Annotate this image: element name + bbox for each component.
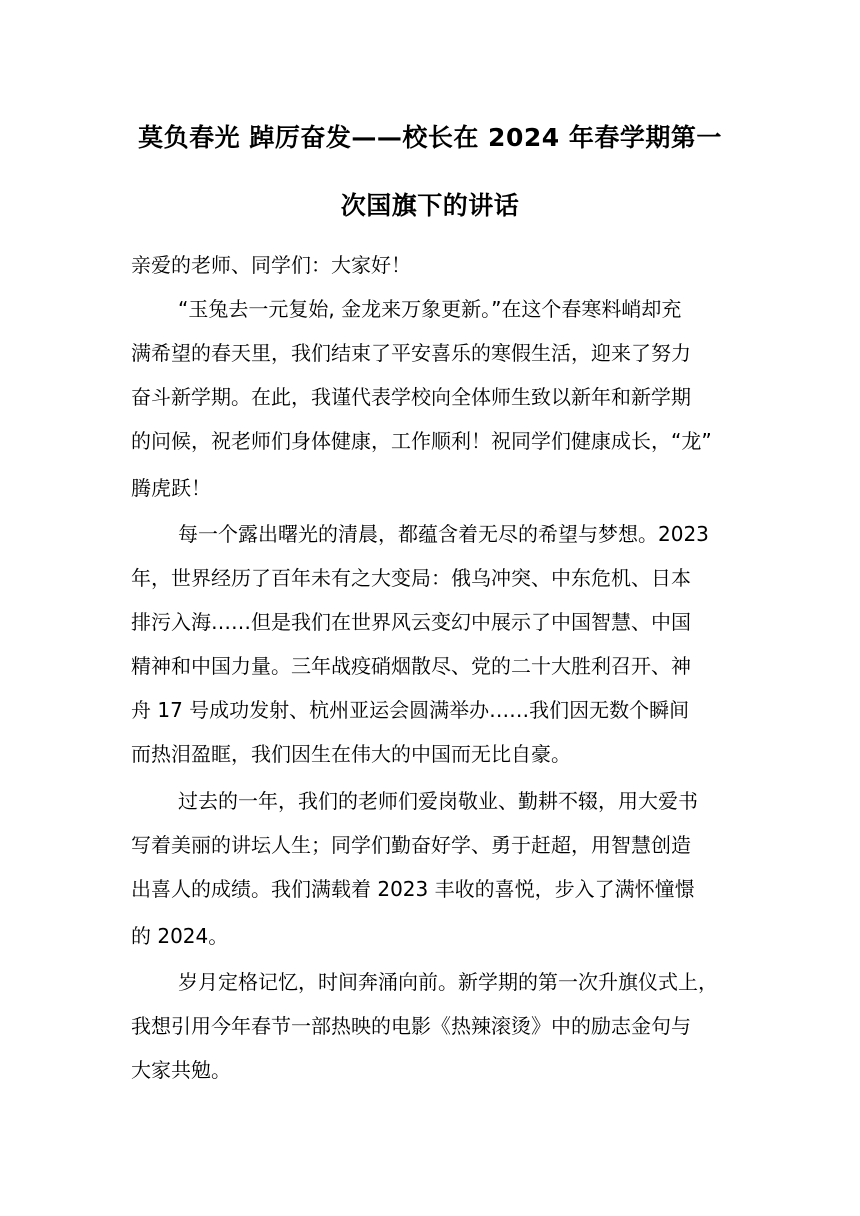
paragraph-3-line-2: 写着美丽的讲坛人生；同学们勤奋好学、勇于赶超，用智慧创造 xyxy=(131,833,691,857)
title-line-2: 次国旗下的讲话 xyxy=(340,191,520,220)
paragraph-2-line-3: 排污入海……但是我们在世界风云变幻中展示了中国智慧、中国 xyxy=(131,610,691,634)
paragraph-1-line-2: 满希望的春天里，我们结束了平安喜乐的寒假生活，迎来了努力 xyxy=(131,341,691,365)
paragraph-1-line-5: 腾虎跃！ xyxy=(131,476,211,500)
paragraph-1-line-3: 奋斗新学期。在此，我谨代表学校向全体师生致以新年和新学期 xyxy=(131,385,691,409)
paragraph-4-line-2: 我想引用今年春节一部热映的电影《热辣滚烫》中的励志金句与 xyxy=(131,1014,691,1038)
greeting-line: 亲爱的老师、同学们：大家好！ xyxy=(131,253,411,277)
paragraph-2-line-4: 精神和中国力量。三年战疫硝烟散尽、党的二十大胜利召开、神 xyxy=(131,654,691,678)
paragraph-3-line-4: 的 2024。 xyxy=(131,924,229,948)
paragraph-2-line-2: 年，世界经历了百年未有之大变局：俄乌冲突、中东危机、日本 xyxy=(131,566,691,590)
paragraph-4-line-3: 大家共勉。 xyxy=(131,1058,231,1082)
paragraph-3-line-3: 出喜人的成绩。我们满载着 2023 丰收的喜悦，步入了满怀憧憬 xyxy=(131,877,695,901)
paragraph-4-line-1: 岁月定格记忆，时间奔涌向前。新学期的第一次升旗仪式上， xyxy=(178,970,718,994)
paragraph-3-line-1: 过去的一年，我们的老师们爱岗敬业、勤耕不辍，用大爱书 xyxy=(178,789,698,813)
paragraph-2-line-5: 舟 17 号成功发射、杭州亚运会圆满举办……我们因无数个瞬间 xyxy=(131,698,690,722)
paragraph-2-line-1: 每一个露出曙光的清晨，都蕴含着无尽的希望与梦想。2023 xyxy=(178,522,709,546)
paragraph-1-line-1: “玉兔去一元复始, 金龙来万象更新。”在这个春寒料峭却充 xyxy=(178,297,682,321)
paragraph-2-line-6: 而热泪盈眶，我们因生在伟大的中国而无比自豪。 xyxy=(131,742,571,766)
paragraph-1-line-4: 的问候，祝老师们身体健康，工作顺利！祝同学们健康成长，“龙” xyxy=(131,429,712,453)
title-line-1: 莫负春光 踔厉奋发——校长在 2024 年春学期第一 xyxy=(138,123,722,152)
